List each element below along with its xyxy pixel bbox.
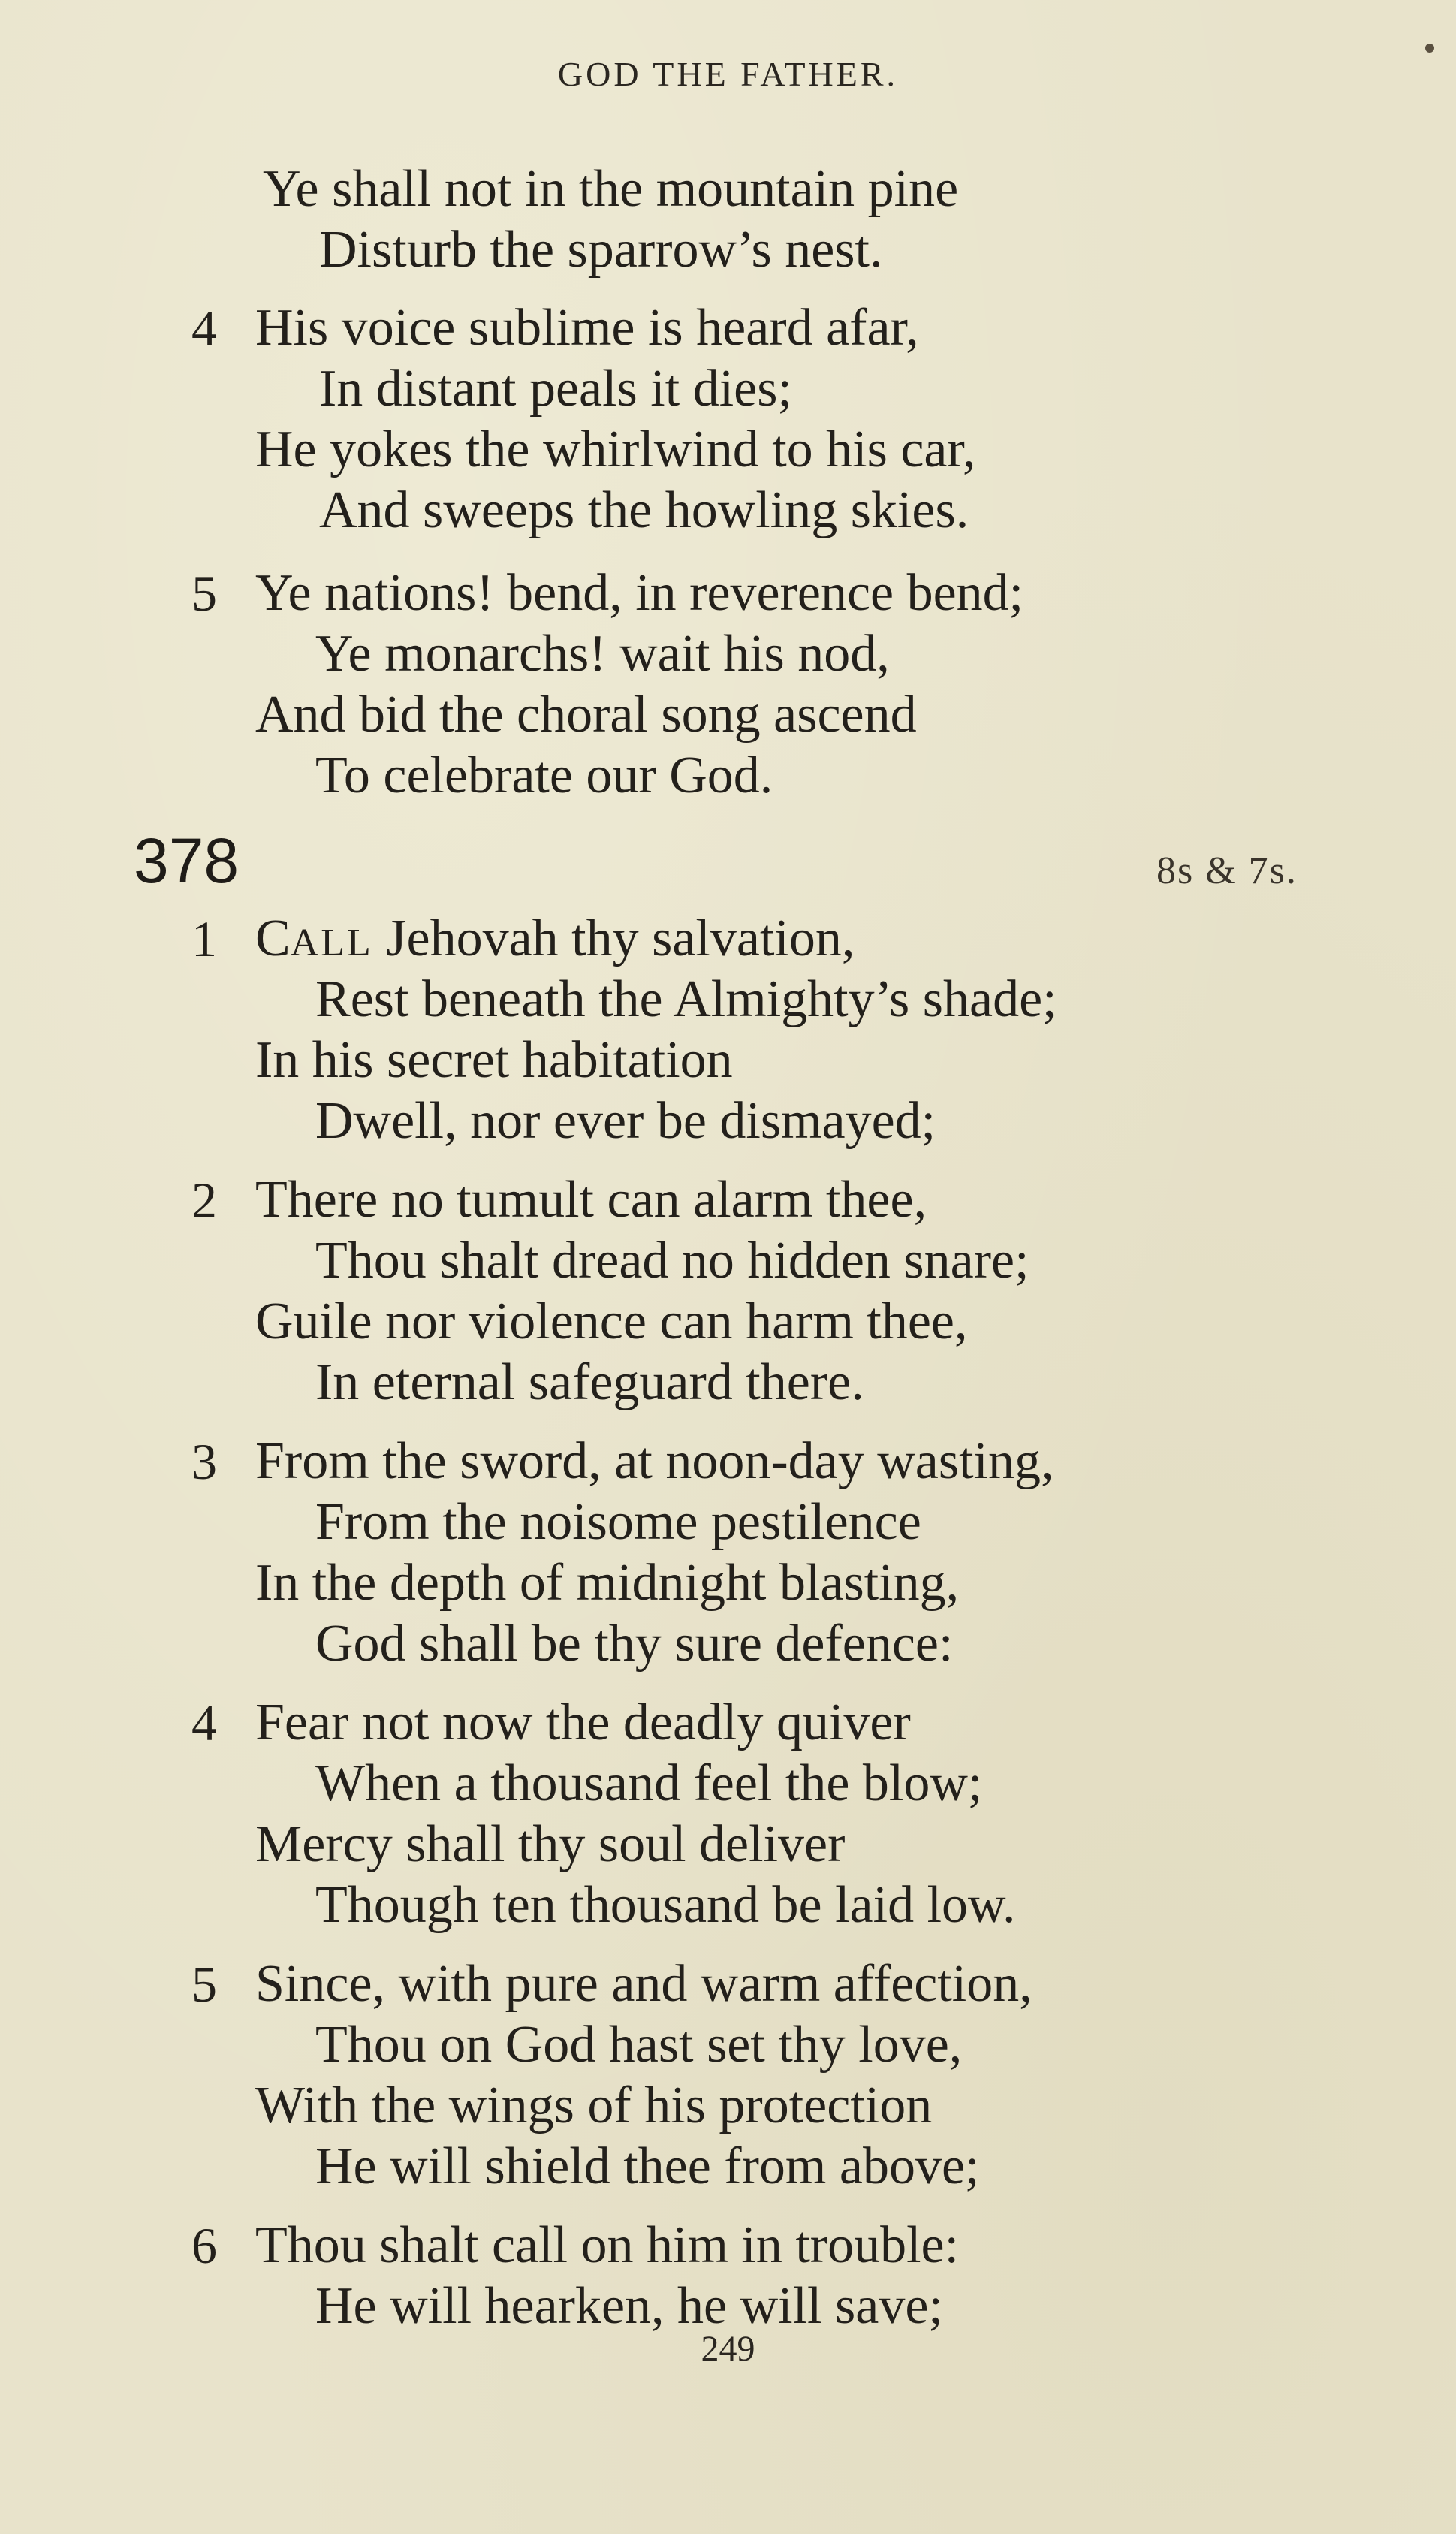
verse-line: From the sword, at noon-day wasting, [255, 1432, 1054, 1490]
verse-number: 4 [191, 300, 217, 357]
verse-line: Thou shalt dread no hidden snare; [315, 1232, 1029, 1290]
verse-number: 6 [191, 2217, 217, 2274]
hymn-number: 378 [134, 825, 240, 896]
verse-line: And bid the choral song ascend [255, 686, 917, 744]
verse-line: God shall be thy sure defence: [315, 1615, 954, 1673]
verse-line: In his secret habitation [255, 1031, 733, 1089]
verse-line: Fear not now the deadly quiver [255, 1694, 911, 1751]
verse-line: Thou on God hast set thy love, [315, 2016, 963, 2074]
verse-line: He will shield thee from above; [315, 2137, 980, 2195]
verse-line: Disturb the sparrow’s nest. [319, 221, 883, 279]
verse-line: In the depth of midnight blasting, [255, 1554, 960, 1612]
verse-number: 3 [191, 1433, 217, 1490]
verse-line: When a thousand feel the blow; [315, 1754, 983, 1812]
small-caps-initial: C [255, 910, 291, 967]
verse-line: Ye monarchs! wait his nod, [315, 625, 890, 683]
page-number: 249 [701, 2329, 755, 2369]
paper-speck [1425, 44, 1434, 53]
small-caps-rest: ALL [290, 922, 373, 964]
verse-line: And sweeps the howling skies. [319, 481, 969, 539]
verse-line: Ye shall not in the mountain pine [263, 160, 959, 218]
verse-line: In distant peals it dies; [319, 360, 792, 418]
verse-line: Mercy shall thy soul deliver [255, 1815, 846, 1873]
verse-line: Rest beneath the Almighty’s shade; [315, 970, 1057, 1028]
verse-number: 5 [191, 565, 217, 622]
verse-number: 2 [191, 1172, 217, 1229]
verse-line: Thou shalt call on him in trouble: [255, 2216, 960, 2274]
verse-number: 1 [191, 910, 217, 967]
verse-line: Dwell, nor ever be dismayed; [315, 1092, 936, 1150]
verse-line: His voice sublime is heard afar, [255, 299, 919, 357]
verse-line: With the wings of his protection [255, 2077, 933, 2134]
hymn-meter: 8s & 7s. [1156, 849, 1298, 892]
verse-line [255, 909, 855, 973]
verse-line: In eternal safeguard there. [315, 1353, 864, 1411]
verse-line: There no tumult can alarm thee, [255, 1171, 927, 1229]
verse-number: 5 [191, 1956, 217, 2013]
verse-line-text: Jehovah thy salvation, [386, 910, 855, 967]
verse-line: He will hearken, he will save; [315, 2277, 943, 2335]
running-head: GOD THE FATHER. [557, 55, 899, 93]
verse-line: Since, with pure and warm affection, [255, 1955, 1032, 2013]
verse-line: Ye nations! bend, in reverence bend; [255, 564, 1024, 622]
verse-line: From the noisome pestilence [315, 1493, 921, 1551]
verse-line: Guile nor violence can harm thee, [255, 1293, 968, 1350]
verse-line: He yokes the whirlwind to his car, [255, 421, 976, 478]
verse-line: To celebrate our God. [315, 747, 773, 804]
verse-line: Though ten thousand be laid low. [315, 1876, 1016, 1934]
verse-number: 4 [191, 1694, 217, 1751]
